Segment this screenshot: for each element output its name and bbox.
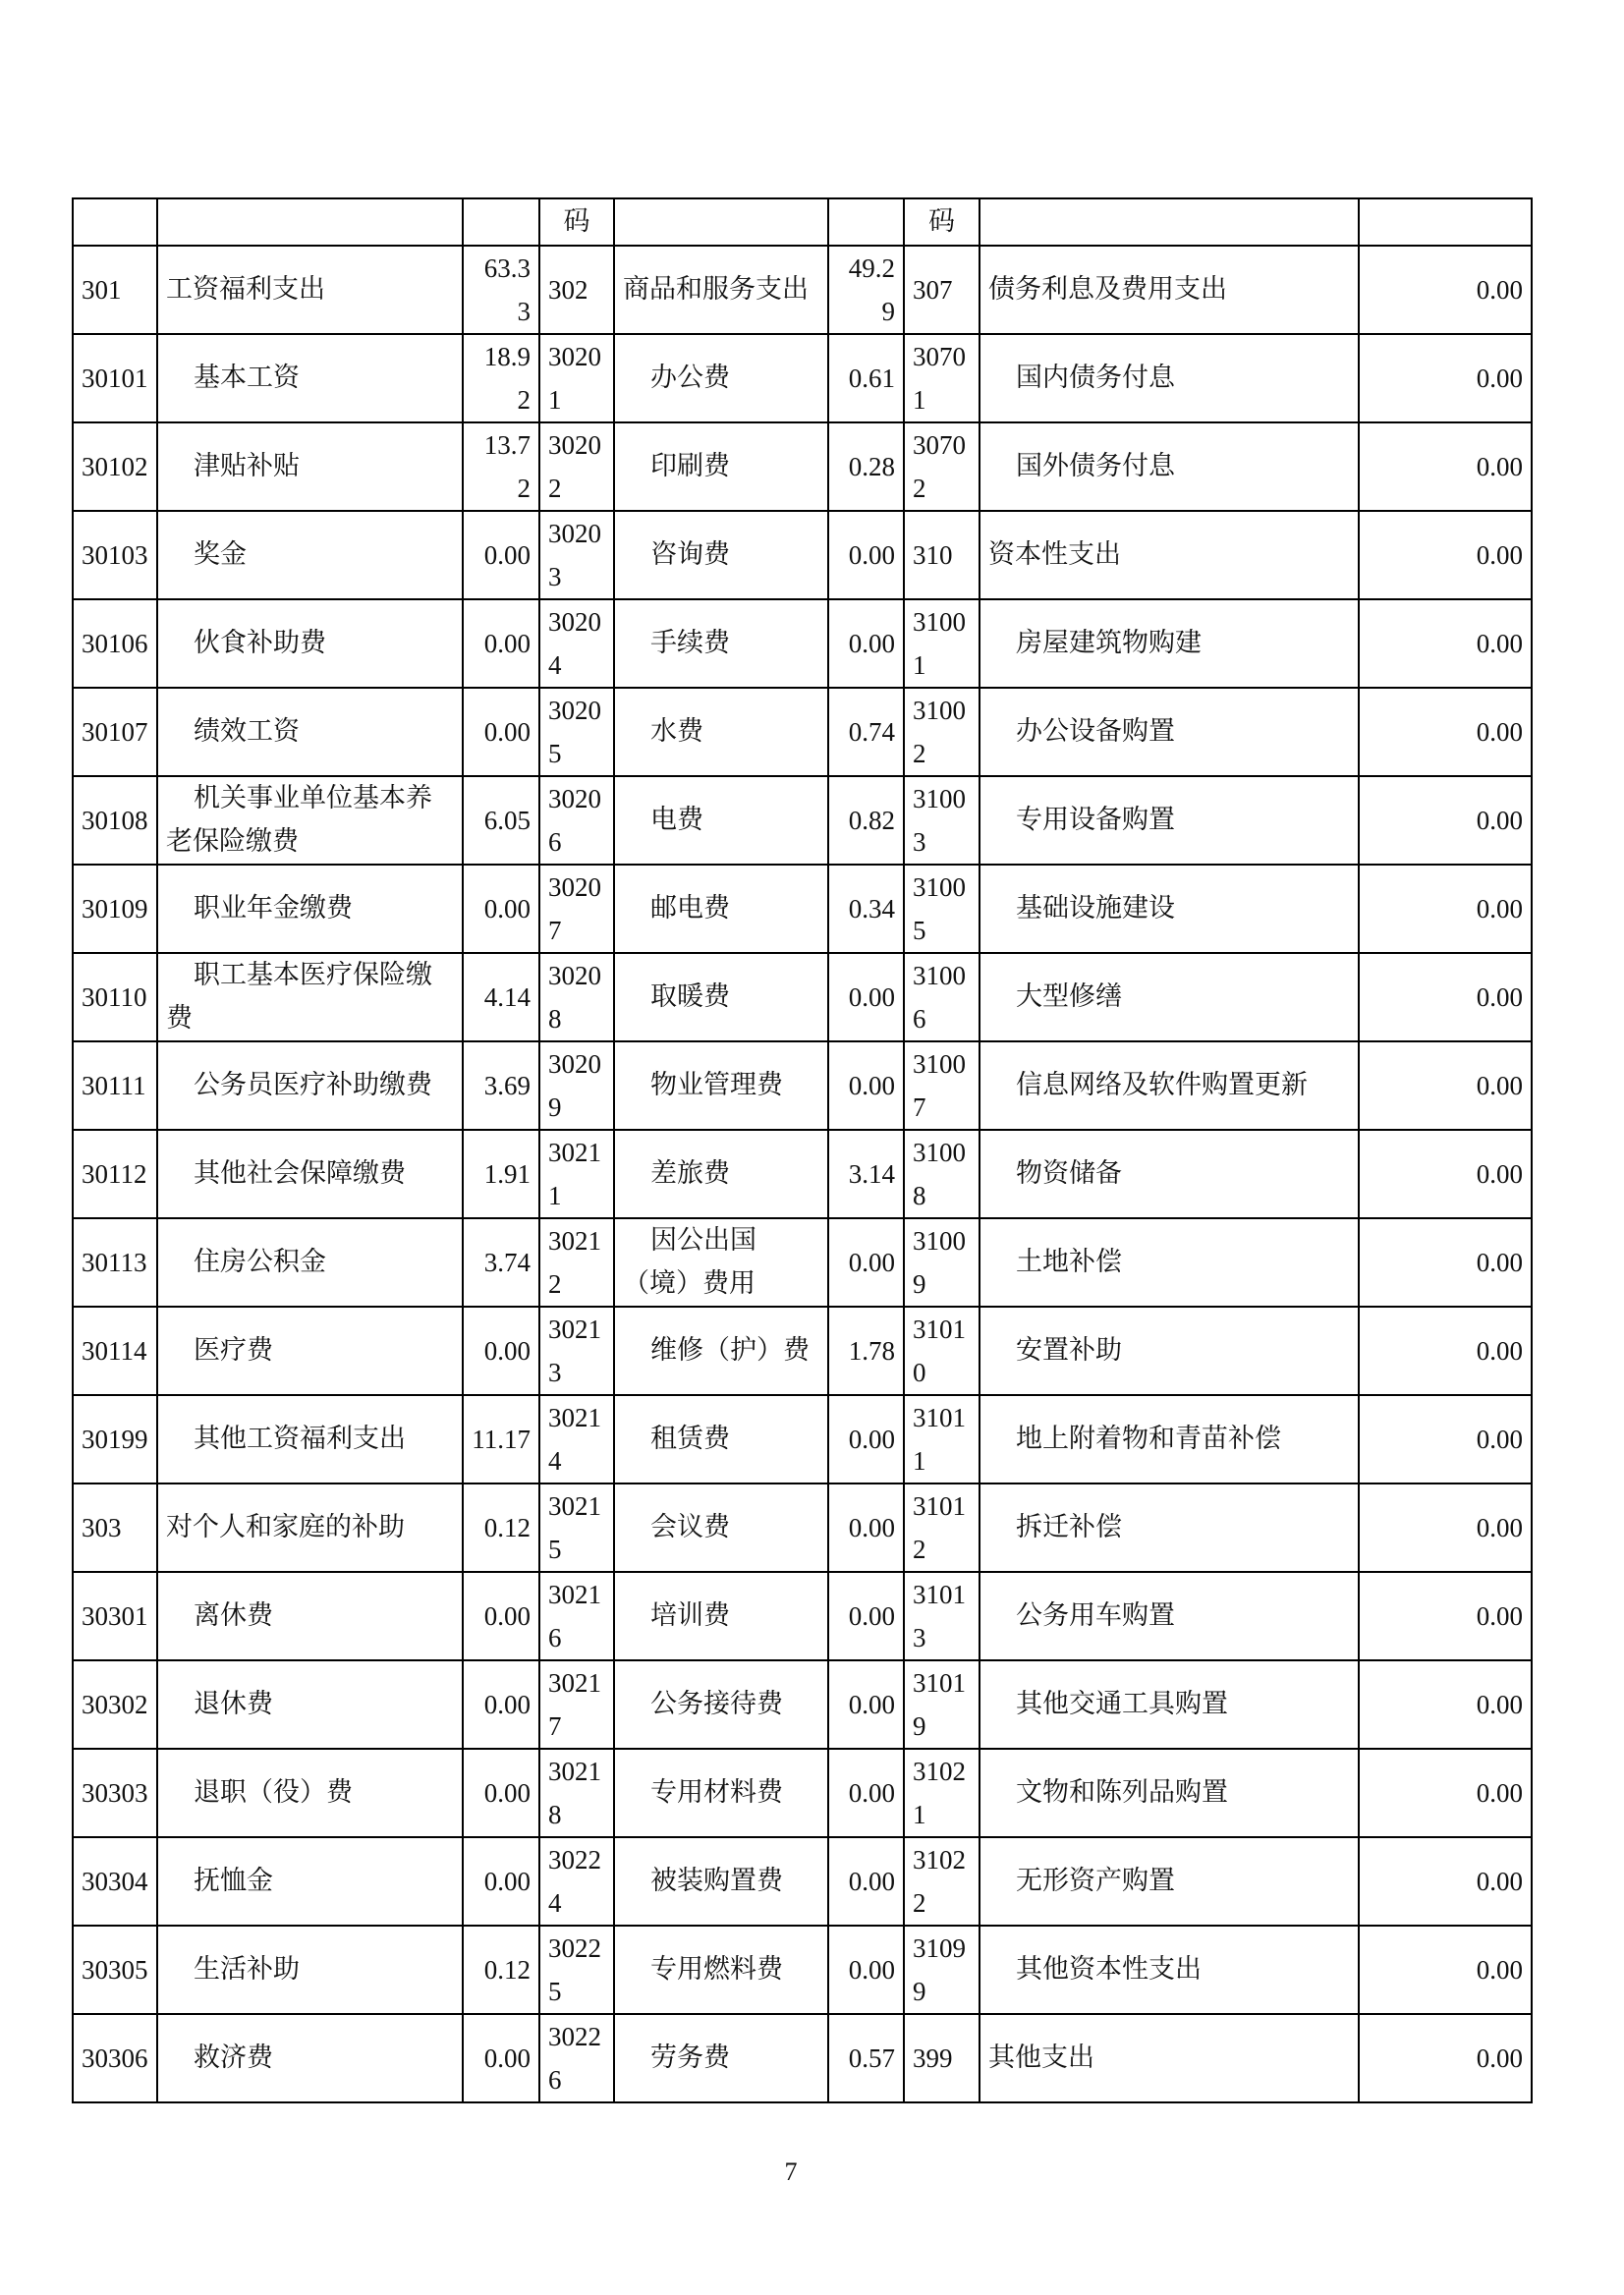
item-name-cell: 其他资本性支出 xyxy=(980,1926,1359,2014)
amount-cell: 0.00 xyxy=(1359,334,1532,422)
amount-cell: 0.00 xyxy=(1359,1307,1532,1395)
amount-cell: 0.00 xyxy=(828,1041,904,1130)
table-body xyxy=(73,198,1532,2102)
item-name-cell: 房屋建筑物购建 xyxy=(980,599,1359,688)
amount-cell: 0.00 xyxy=(1359,246,1532,334)
amount-cell: 1.91 xyxy=(463,1130,539,1218)
amount-cell: 0.12 xyxy=(463,1483,539,1572)
econ-code-cell: 30205 xyxy=(539,688,614,776)
econ-code-cell: 31012 xyxy=(904,1483,980,1572)
econ-code-cell: 31021 xyxy=(904,1749,980,1837)
econ-code-cell: 30304 xyxy=(73,1837,157,1926)
amount-cell: 0.57 xyxy=(828,2014,904,2102)
table-row xyxy=(73,422,1532,511)
econ-code-cell: 31003 xyxy=(904,776,980,865)
amount-cell: 0.00 xyxy=(1359,1041,1532,1130)
table-row xyxy=(73,1660,1532,1749)
econ-code-cell: 31019 xyxy=(904,1660,980,1749)
item-name-cell: 债务利息及费用支出 xyxy=(980,246,1359,334)
table-row xyxy=(73,1130,1532,1218)
econ-code-cell: 31011 xyxy=(904,1395,980,1483)
item-name-cell: 公务用车购置 xyxy=(980,1572,1359,1660)
econ-code-cell: 31009 xyxy=(904,1218,980,1307)
item-name-cell: 公务接待费 xyxy=(614,1660,828,1749)
amount-cell: 0.00 xyxy=(1359,1483,1532,1572)
econ-code-cell: 30112 xyxy=(73,1130,157,1218)
table-row xyxy=(73,1837,1532,1926)
table-row xyxy=(73,1307,1532,1395)
econ-code-cell: 307 xyxy=(904,246,980,334)
amount-cell: 0.00 xyxy=(1359,1837,1532,1926)
item-name-cell: 邮电费 xyxy=(614,865,828,953)
item-name-cell: 资本性支出 xyxy=(980,511,1359,599)
item-name-cell: 退休费 xyxy=(157,1660,463,1749)
econ-code-cell: 30225 xyxy=(539,1926,614,2014)
table-row xyxy=(73,1572,1532,1660)
econ-code-cell: 30109 xyxy=(73,865,157,953)
amount-cell: 0.00 xyxy=(1359,953,1532,1041)
amount-cell: 0.00 xyxy=(1359,2014,1532,2102)
table-row xyxy=(73,953,1532,1041)
econ-code-cell: 30203 xyxy=(539,511,614,599)
item-name-cell: 物业管理费 xyxy=(614,1041,828,1130)
item-name-cell: 租赁费 xyxy=(614,1395,828,1483)
econ-code-cell: 30106 xyxy=(73,599,157,688)
item-name-cell: 培训费 xyxy=(614,1572,828,1660)
amount-cell: 0.00 xyxy=(463,865,539,953)
amount-cell: 1.78 xyxy=(828,1307,904,1395)
econ-code-cell: 30107 xyxy=(73,688,157,776)
amount-cell: 0.00 xyxy=(828,1926,904,2014)
item-name-cell: 拆迁补偿 xyxy=(980,1483,1359,1572)
econ-code-cell: 30301 xyxy=(73,1572,157,1660)
item-name-cell: 其他交通工具购置 xyxy=(980,1660,1359,1749)
econ-code-cell: 30701 xyxy=(904,334,980,422)
amount-cell: 63.33 xyxy=(463,246,539,334)
econ-code-cell: 31002 xyxy=(904,688,980,776)
item-name-cell: 维修（护）费 xyxy=(614,1307,828,1395)
item-name-cell: 土地补偿 xyxy=(980,1218,1359,1307)
table-row xyxy=(73,1395,1532,1483)
table-row xyxy=(73,334,1532,422)
budget-table xyxy=(72,197,1533,2103)
econ-code-cell: 30303 xyxy=(73,1749,157,1837)
econ-code-cell: 30103 xyxy=(73,511,157,599)
econ-code-cell: 31006 xyxy=(904,953,980,1041)
item-name-cell: 专用设备购置 xyxy=(980,776,1359,865)
item-name-cell: 水费 xyxy=(614,688,828,776)
econ-code-cell: 30102 xyxy=(73,422,157,511)
amount-cell: 0.00 xyxy=(463,2014,539,2102)
amount-cell: 0.00 xyxy=(463,1837,539,1926)
item-name-cell: 因公出国（境）费用 xyxy=(614,1218,828,1307)
item-name-cell: 职业年金缴费 xyxy=(157,865,463,953)
econ-code-cell: 31001 xyxy=(904,599,980,688)
item-name-cell: 劳务费 xyxy=(614,2014,828,2102)
econ-code-cell: 30211 xyxy=(539,1130,614,1218)
amount-cell: 6.05 xyxy=(463,776,539,865)
item-name-cell: 生活补助 xyxy=(157,1926,463,2014)
item-name-cell: 基本工资 xyxy=(157,334,463,422)
econ-code-cell: 30302 xyxy=(73,1660,157,1749)
amount-cell: 0.12 xyxy=(463,1926,539,2014)
amount-cell: 0.00 xyxy=(828,511,904,599)
amount-cell: 3.14 xyxy=(828,1130,904,1218)
amount-cell: 0.00 xyxy=(463,511,539,599)
item-name-cell: 办公设备购置 xyxy=(980,688,1359,776)
item-name-cell: 文物和陈列品购置 xyxy=(980,1749,1359,1837)
item-name-cell: 工资福利支出 xyxy=(157,246,463,334)
amount-cell: 0.00 xyxy=(1359,776,1532,865)
amount-cell: 4.14 xyxy=(463,953,539,1041)
item-name-cell: 会议费 xyxy=(614,1483,828,1572)
header-cell xyxy=(828,198,904,246)
header-cell xyxy=(463,198,539,246)
amount-cell: 13.72 xyxy=(463,422,539,511)
amount-cell: 0.00 xyxy=(1359,1749,1532,1837)
econ-code-cell: 31008 xyxy=(904,1130,980,1218)
econ-code-cell: 30199 xyxy=(73,1395,157,1483)
amount-cell: 3.69 xyxy=(463,1041,539,1130)
item-name-cell: 差旅费 xyxy=(614,1130,828,1218)
amount-cell: 0.82 xyxy=(828,776,904,865)
table-row xyxy=(73,1483,1532,1572)
econ-code-cell: 30207 xyxy=(539,865,614,953)
amount-cell: 0.28 xyxy=(828,422,904,511)
header-cell xyxy=(73,198,157,246)
item-name-cell: 被装购置费 xyxy=(614,1837,828,1926)
header-cell xyxy=(157,198,463,246)
amount-cell: 0.74 xyxy=(828,688,904,776)
header-cell xyxy=(980,198,1359,246)
amount-cell: 0.00 xyxy=(1359,511,1532,599)
item-name-cell: 大型修缮 xyxy=(980,953,1359,1041)
econ-code-cell: 31099 xyxy=(904,1926,980,2014)
item-name-cell: 基础设施建设 xyxy=(980,865,1359,953)
item-name-cell: 绩效工资 xyxy=(157,688,463,776)
item-name-cell: 商品和服务支出 xyxy=(614,246,828,334)
econ-code-cell: 31022 xyxy=(904,1837,980,1926)
econ-code-cell: 30208 xyxy=(539,953,614,1041)
amount-cell: 0.00 xyxy=(1359,688,1532,776)
item-name-cell: 救济费 xyxy=(157,2014,463,2102)
amount-cell: 0.00 xyxy=(828,1660,904,1749)
econ-code-cell: 30306 xyxy=(73,2014,157,2102)
budget-table-container xyxy=(72,197,1533,2103)
econ-code-cell: 31010 xyxy=(904,1307,980,1395)
econ-code-cell: 31013 xyxy=(904,1572,980,1660)
amount-cell: 0.00 xyxy=(828,953,904,1041)
item-name-cell: 其他社会保障缴费 xyxy=(157,1130,463,1218)
econ-code-cell: 30111 xyxy=(73,1041,157,1130)
table-row xyxy=(73,599,1532,688)
amount-cell: 0.00 xyxy=(1359,1218,1532,1307)
item-name-cell: 对个人和家庭的补助 xyxy=(157,1483,463,1572)
amount-cell: 0.00 xyxy=(1359,1572,1532,1660)
item-name-cell: 国内债务付息 xyxy=(980,334,1359,422)
amount-cell: 0.00 xyxy=(463,1749,539,1837)
amount-cell: 0.00 xyxy=(1359,865,1532,953)
header-code-mark: 码 xyxy=(904,198,980,246)
amount-cell: 0.00 xyxy=(1359,1395,1532,1483)
header-cell xyxy=(1359,198,1532,246)
table-row xyxy=(73,1218,1532,1307)
amount-cell: 0.00 xyxy=(828,599,904,688)
amount-cell: 11.17 xyxy=(463,1395,539,1483)
amount-cell: 0.00 xyxy=(463,599,539,688)
item-name-cell: 物资储备 xyxy=(980,1130,1359,1218)
econ-code-cell: 30214 xyxy=(539,1395,614,1483)
item-name-cell: 电费 xyxy=(614,776,828,865)
amount-cell: 0.00 xyxy=(1359,1130,1532,1218)
header-cell xyxy=(614,198,828,246)
item-name-cell: 取暖费 xyxy=(614,953,828,1041)
item-name-cell: 办公费 xyxy=(614,334,828,422)
item-name-cell: 退职（役）费 xyxy=(157,1749,463,1837)
amount-cell: 0.00 xyxy=(463,688,539,776)
amount-cell: 0.00 xyxy=(1359,1660,1532,1749)
table-row xyxy=(73,1041,1532,1130)
item-name-cell: 印刷费 xyxy=(614,422,828,511)
econ-code-cell: 30216 xyxy=(539,1572,614,1660)
table-row xyxy=(73,688,1532,776)
item-name-cell: 其他工资福利支出 xyxy=(157,1395,463,1483)
amount-cell: 0.00 xyxy=(828,1837,904,1926)
table-row xyxy=(73,511,1532,599)
item-name-cell: 离休费 xyxy=(157,1572,463,1660)
item-name-cell: 公务员医疗补助缴费 xyxy=(157,1041,463,1130)
econ-code-cell: 30217 xyxy=(539,1660,614,1749)
econ-code-cell: 30215 xyxy=(539,1483,614,1572)
amount-cell: 3.74 xyxy=(463,1218,539,1307)
item-name-cell: 机关事业单位基本养老保险缴费 xyxy=(157,776,463,865)
amount-cell: 0.00 xyxy=(828,1572,904,1660)
econ-code-cell: 30209 xyxy=(539,1041,614,1130)
econ-code-cell: 30108 xyxy=(73,776,157,865)
amount-cell: 18.92 xyxy=(463,334,539,422)
econ-code-cell: 30204 xyxy=(539,599,614,688)
item-name-cell: 奖金 xyxy=(157,511,463,599)
item-name-cell: 国外债务付息 xyxy=(980,422,1359,511)
econ-code-cell: 31005 xyxy=(904,865,980,953)
header-tail-row xyxy=(73,198,1532,246)
item-name-cell: 住房公积金 xyxy=(157,1218,463,1307)
item-name-cell: 地上附着物和青苗补偿 xyxy=(980,1395,1359,1483)
econ-code-cell: 30213 xyxy=(539,1307,614,1395)
amount-cell: 0.00 xyxy=(463,1307,539,1395)
item-name-cell: 专用燃料费 xyxy=(614,1926,828,2014)
item-name-cell: 信息网络及软件购置更新 xyxy=(980,1041,1359,1130)
econ-code-cell: 30206 xyxy=(539,776,614,865)
econ-code-cell: 310 xyxy=(904,511,980,599)
econ-code-cell: 31007 xyxy=(904,1041,980,1130)
item-name-cell: 安置补助 xyxy=(980,1307,1359,1395)
econ-code-cell: 30202 xyxy=(539,422,614,511)
amount-cell: 0.34 xyxy=(828,865,904,953)
amount-cell: 0.00 xyxy=(1359,422,1532,511)
econ-code-cell: 303 xyxy=(73,1483,157,1572)
item-name-cell: 咨询费 xyxy=(614,511,828,599)
econ-code-cell: 30201 xyxy=(539,334,614,422)
econ-code-cell: 30218 xyxy=(539,1749,614,1837)
item-name-cell: 伙食补助费 xyxy=(157,599,463,688)
econ-code-cell: 30101 xyxy=(73,334,157,422)
item-name-cell: 无形资产购置 xyxy=(980,1837,1359,1926)
amount-cell: 0.00 xyxy=(463,1660,539,1749)
amount-cell: 0.61 xyxy=(828,334,904,422)
table-row xyxy=(73,776,1532,865)
table-row xyxy=(73,1749,1532,1837)
econ-code-cell: 30212 xyxy=(539,1218,614,1307)
econ-code-cell: 302 xyxy=(539,246,614,334)
amount-cell: 0.00 xyxy=(1359,599,1532,688)
item-name-cell: 其他支出 xyxy=(980,2014,1359,2102)
amount-cell: 0.00 xyxy=(828,1483,904,1572)
item-name-cell: 医疗费 xyxy=(157,1307,463,1395)
econ-code-cell: 399 xyxy=(904,2014,980,2102)
econ-code-cell: 30113 xyxy=(73,1218,157,1307)
table-row xyxy=(73,865,1532,953)
amount-cell: 49.29 xyxy=(828,246,904,334)
header-code-mark: 码 xyxy=(539,198,614,246)
amount-cell: 0.00 xyxy=(828,1749,904,1837)
item-name-cell: 职工基本医疗保险缴费 xyxy=(157,953,463,1041)
econ-code-cell: 30224 xyxy=(539,1837,614,1926)
amount-cell: 0.00 xyxy=(463,1572,539,1660)
table-row xyxy=(73,2014,1532,2102)
page-number: 7 xyxy=(784,2157,798,2186)
econ-code-cell: 30114 xyxy=(73,1307,157,1395)
table-row xyxy=(73,246,1532,334)
econ-code-cell: 30305 xyxy=(73,1926,157,2014)
econ-code-cell: 30702 xyxy=(904,422,980,511)
item-name-cell: 津贴补贴 xyxy=(157,422,463,511)
econ-code-cell: 301 xyxy=(73,246,157,334)
item-name-cell: 手续费 xyxy=(614,599,828,688)
item-name-cell: 抚恤金 xyxy=(157,1837,463,1926)
amount-cell: 0.00 xyxy=(1359,1926,1532,2014)
amount-cell: 0.00 xyxy=(828,1218,904,1307)
econ-code-cell: 30110 xyxy=(73,953,157,1041)
econ-code-cell: 30226 xyxy=(539,2014,614,2102)
item-name-cell: 专用材料费 xyxy=(614,1749,828,1837)
table-row xyxy=(73,1926,1532,2014)
amount-cell: 0.00 xyxy=(828,1395,904,1483)
